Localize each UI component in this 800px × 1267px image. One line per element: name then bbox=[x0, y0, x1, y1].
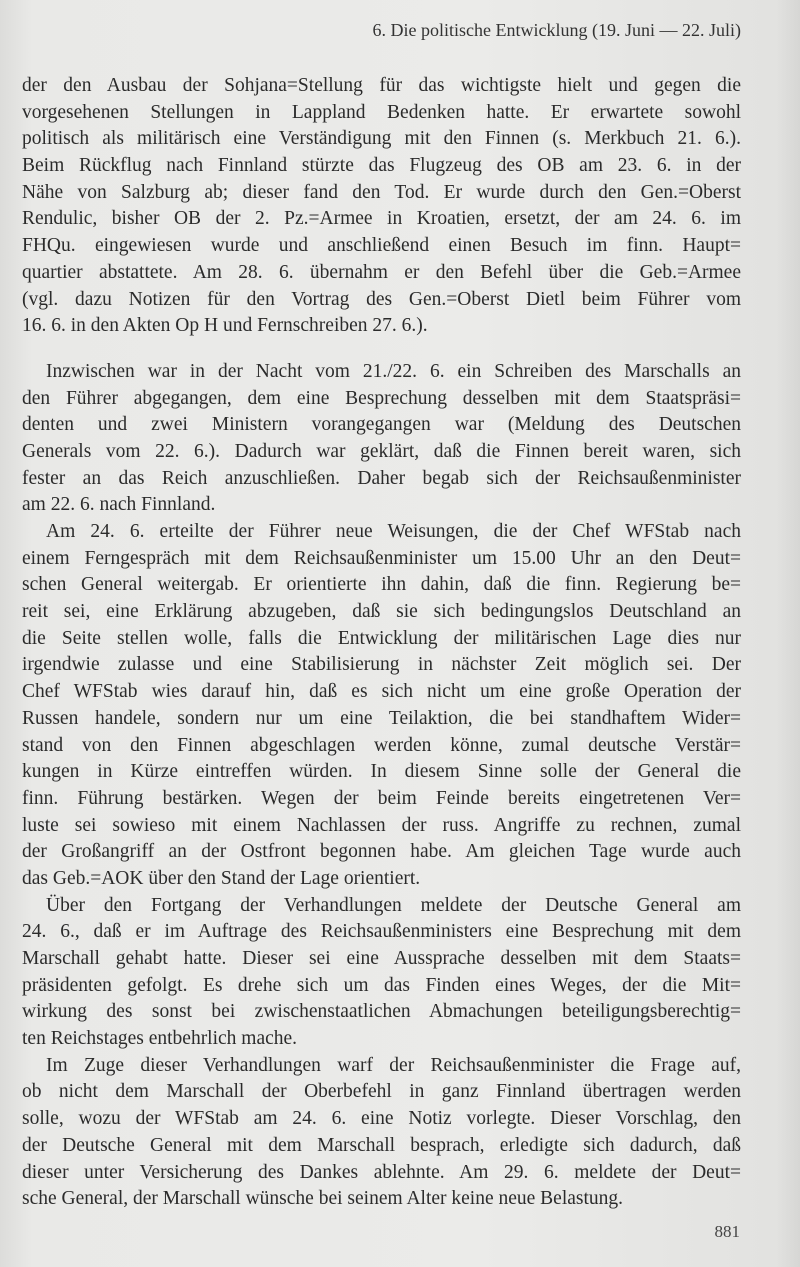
text-line: schen General weitergab. Er orientierte ihn dahin, daß die finn. Regierung be= bbox=[22, 574, 741, 596]
text-line: Generals vom 22. 6.). Dadurch war geklärt, daß die Finnen bereit waren, sich bbox=[22, 440, 741, 462]
text-line: reit sei, eine Erklärung abzugeben, daß sie sich bedingungslos Deutschland an bbox=[22, 601, 741, 623]
text-line: Marschall gehabt hatte. Dieser sei eine Aussprache desselben mit dem Staats= bbox=[22, 948, 741, 969]
text-line: quartier abstattete. Am 28. 6. übernahm er den Befehl über die Geb.=Armee bbox=[22, 261, 741, 283]
text-line: präsidenten gefolgt. Es drehe sich um das Finden eines Weges, der die Mit= bbox=[22, 974, 741, 996]
text-line: solle, wozu der WFStab am 24. 6. eine Notiz vorlegte. Dieser Vorschlag, den bbox=[22, 1108, 741, 1130]
text-line: Am 24. 6. erteilte der Führer neue Weisungen, die der Chef WFStab nach bbox=[46, 521, 741, 542]
text-line: am 22. 6. nach Finnland. bbox=[22, 494, 216, 516]
paragraph bbox=[22, 519, 741, 893]
text-line: ob nicht dem Marschall der Oberbefehl in ganz Finnland übertragen werden bbox=[22, 1081, 741, 1103]
paragraph bbox=[22, 893, 741, 1053]
text-line: stand von den Finnen abgeschlagen werden könne, zumal deutsche Verstär= bbox=[22, 734, 741, 756]
text-line: Inzwischen war in der Nacht vom 21./22. 6. ein Schreiben des Marschalls an bbox=[46, 360, 741, 382]
text-line: fester an das Reich anzuschließen. Daher begab sich der Reichsaußenminister bbox=[22, 467, 741, 489]
text-line: Im Zuge dieser Verhandlungen warf der Reichsaußenminister die Frage auf, bbox=[46, 1054, 741, 1076]
paragraph bbox=[22, 1053, 741, 1213]
text-line: kungen in Kürze eintreffen würden. In diesem Sinne solle der General die bbox=[22, 761, 741, 783]
page-body bbox=[22, 73, 741, 1213]
text-line: (vgl. dazu Notizen für den Vortrag des Gen.=Oberst Dietl beim Führer vom bbox=[22, 288, 741, 310]
text-line: wirkung des sonst bei zwischenstaatlichen Abmachungen beteiligungsberechtig= bbox=[22, 1001, 741, 1023]
text-line: der Deutsche General mit dem Marschall besprach, erledigte sich dadurch, daß bbox=[22, 1134, 741, 1156]
text-line: die Seite stellen wolle, falls die Entwicklung der militärischen Lage dies nur bbox=[22, 627, 741, 649]
text-line: das Geb.=AOK über den Stand der Lage orientiert. bbox=[22, 867, 421, 889]
text-line: Chef WFStab wies darauf hin, daß es sich nicht um eine große Operation der bbox=[22, 681, 741, 703]
text-line: Russen handele, sondern nur um eine Teilaktion, die bei standhaftem Wider= bbox=[22, 707, 741, 729]
text-line: der den Ausbau der Sohjana=Stellung für das wichtigste hielt und gegen die bbox=[22, 75, 741, 96]
text-line: denten und zwei Ministern vorangegangen war (Meldung des Deutschen bbox=[22, 414, 741, 436]
running-header: 6. Die politische Entwicklung (19. Juni — 22. Juli) bbox=[372, 20, 741, 40]
text-line: politisch als militärisch eine Verständigung mit den Finnen (s. Merkbuch 21. 6.). bbox=[22, 128, 741, 150]
text-line: 16. 6. in den Akten Op H und Fernschreiben 27. 6.). bbox=[22, 315, 428, 337]
text-line: der Großangriff an der Ostfront begonnen habe. Am gleichen Tage wurde auch bbox=[22, 841, 741, 863]
text-line: FHQu. eingewiesen wurde und anschließend einen Besuch im finn. Haupt= bbox=[22, 235, 741, 257]
text-line: Rendulic, bisher OB der 2. Pz.=Armee in Kroatien, ersetzt, der am 24. 6. im bbox=[22, 208, 741, 230]
text-line: dieser unter Versicherung des Dankes ablehnte. Am 29. 6. meldete der Deut= bbox=[22, 1161, 741, 1183]
paragraph bbox=[22, 359, 741, 519]
text-line: Nähe von Salzburg ab; dieser fand den Tod. Er wurde durch den Gen.=Oberst bbox=[22, 181, 741, 203]
text-line: 24. 6., daß er im Auftrage des Reichsaußenministers eine Besprechung mit dem bbox=[22, 921, 741, 943]
text-line: irgendwie zulasse und eine Stabilisierung in nächster Zeit möglich sei. Der bbox=[22, 654, 741, 676]
text-line: vorgesehenen Stellungen in Lappland Bedenken hatte. Er erwartete sowohl bbox=[22, 101, 741, 123]
text-line: Über den Fortgang der Verhandlungen meldete der Deutsche General am bbox=[46, 894, 741, 916]
paragraph bbox=[22, 73, 741, 340]
text-line: sche General, der Marschall wünsche bei seinem Alter keine neue Belastung. bbox=[22, 1188, 624, 1210]
text-line: den Führer abgegangen, dem eine Besprechung desselben mit dem Staatspräsi= bbox=[22, 387, 741, 409]
text-line: ten Reichstages entbehrlich mache. bbox=[22, 1028, 298, 1050]
text-line: finn. Führung bestärken. Wegen der beim Feinde bereits eingetretenen Ver= bbox=[22, 787, 741, 809]
text-line: Beim Rückflug nach Finnland stürzte das Flugzeug des OB am 23. 6. in der bbox=[22, 155, 741, 177]
page-number: 881 bbox=[714, 1222, 740, 1241]
text-line: luste sei sowieso mit einem Nachlassen der russ. Angriffe zu rechnen, zumal bbox=[22, 814, 741, 836]
text-line: einem Ferngespräch mit dem Reichsaußenminister um 15.00 Uhr an den Deut= bbox=[22, 547, 741, 569]
